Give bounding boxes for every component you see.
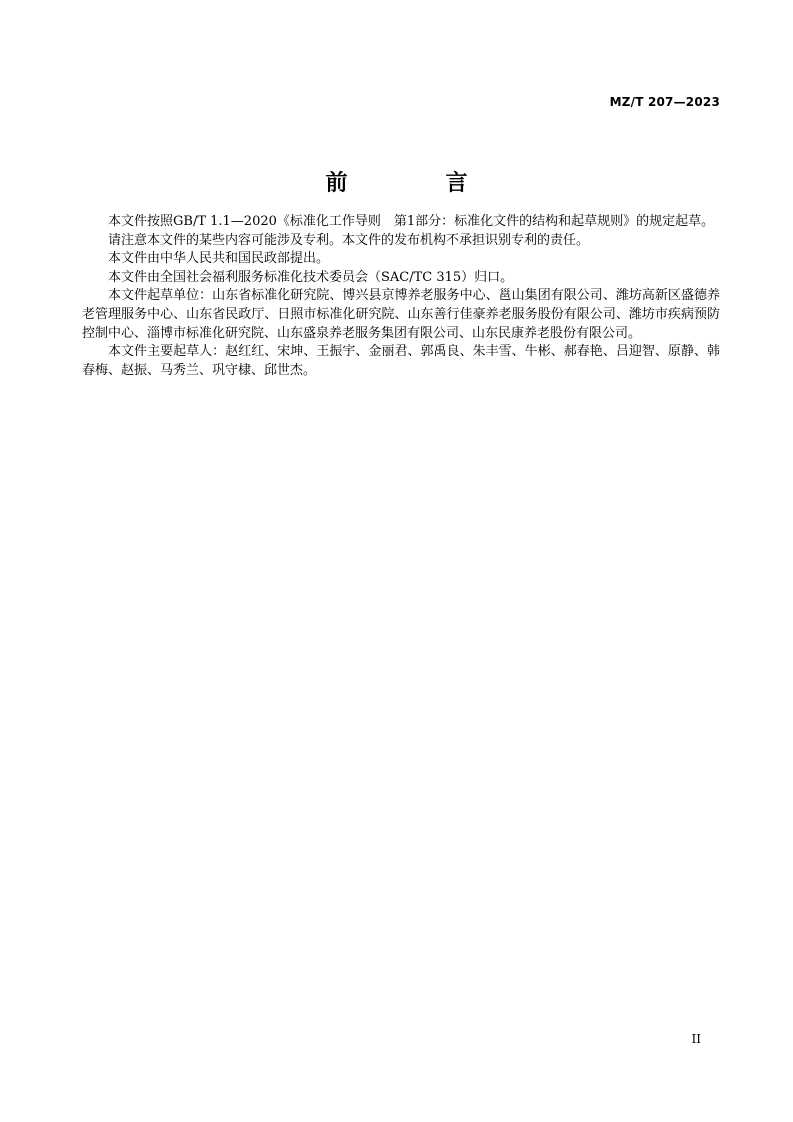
- paragraph-main-drafters: 本文件主要起草人：赵红红、宋坤、王振宇、金丽君、郭禹良、朱丰雪、牛彬、郝春艳、吕迎智、原静、韩春梅、赵振、马秀兰、巩守棣、邱世杰。: [82, 344, 720, 378]
- paragraph-technical-committee: 本文件由全国社会福利服务标准化技术委员会（SAC/TC 315）归口。: [108, 269, 514, 285]
- paragraph-drafting-rules: 本文件按照GB/T 1.1—2020《标准化工作导则 第1部分：标准化文件的结构和起草规则》的规定起草。: [108, 214, 715, 229]
- foreword-body: [82, 213, 720, 380]
- page-number: II: [691, 1032, 701, 1046]
- paragraph-proposer: 本文件由中华人民共和国民政部提出。: [108, 251, 330, 267]
- page-title: 前 言: [325, 171, 506, 196]
- standard-code: MZ/T 207—2023: [609, 95, 720, 109]
- paragraph-drafting-units: 本文件起草单位：山东省标准化研究院、博兴县京博养老服务中心、邕山集团有限公司、潍坊高新区盛德养老管理服务中心、山东省民政厅、日照市标准化研究院、山东善行佳豪养老服务股份有限公司、潍坊市疾病预防控制中心、淄博市标准化研究院、山东盛泉养老服务集团有限公司、山东民康养老股份有限公司。: [82, 288, 720, 341]
- paragraph-patent-notice: 请注意本文件的某些内容可能涉及专利。本文件的发布机构不承担识别专利的责任。: [108, 232, 590, 248]
